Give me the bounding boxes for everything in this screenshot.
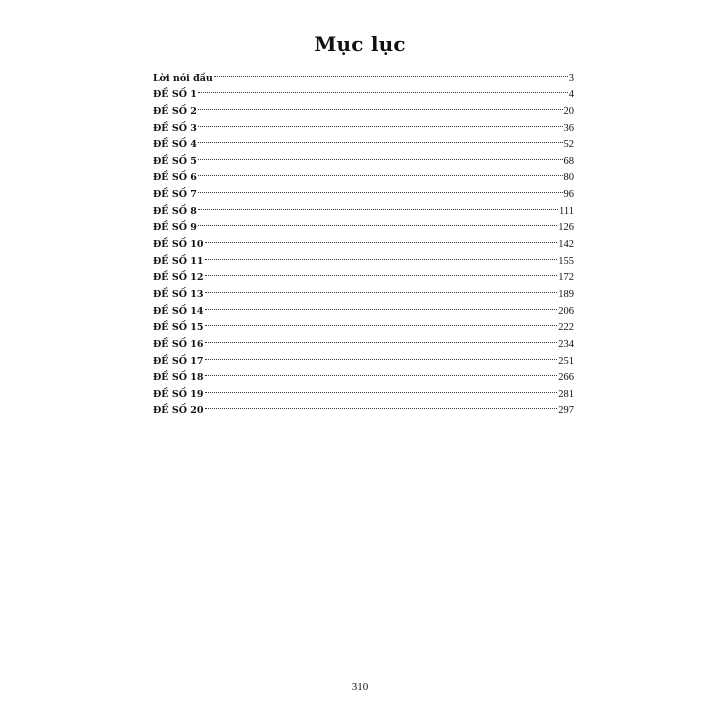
toc-entry[interactable] <box>153 180 574 201</box>
toc-entry-label: ĐỀ SỐ 19 <box>153 388 204 400</box>
toc-entry-label: ĐỀ SỐ 8 <box>153 205 197 217</box>
toc-entry[interactable] <box>153 380 574 400</box>
toc-dot-leader <box>198 81 568 98</box>
toc-entry-label: ĐỀ SỐ 1 <box>153 89 197 101</box>
toc-entry-page: 20 <box>563 105 574 117</box>
toc-entry-label: ĐỀ SỐ 17 <box>153 355 204 367</box>
toc-entry-page: 155 <box>558 255 574 267</box>
toc-dot-leader <box>198 214 557 231</box>
toc-entry-page: 36 <box>563 122 574 134</box>
toc-entry-page: 206 <box>558 305 574 317</box>
toc-dot-leader <box>198 114 563 131</box>
toc-dot-leader <box>198 131 563 148</box>
toc-entry-label: ĐỀ SỐ 15 <box>153 322 204 334</box>
toc-entry-page: 189 <box>558 288 574 300</box>
toc-dot-leader <box>198 197 558 214</box>
toc-entry-label: ĐỀ SỐ 7 <box>153 189 197 201</box>
toc-entry[interactable] <box>153 314 574 334</box>
toc-dot-leader <box>205 347 558 364</box>
toc-entry-page: 52 <box>563 139 574 151</box>
toc-entry-label: ĐỀ SỐ 14 <box>153 305 204 317</box>
toc-entry-page: 281 <box>558 388 574 400</box>
toc-entry-page: 222 <box>558 322 574 334</box>
toc-entry-page: 126 <box>558 222 574 234</box>
toc-entry[interactable] <box>153 280 574 300</box>
toc-entry-label: ĐỀ SỐ 10 <box>153 239 204 251</box>
toc-dot-leader <box>205 297 558 314</box>
toc-entry-label: ĐỀ SỐ 2 <box>153 105 197 117</box>
toc-dot-leader <box>205 380 558 397</box>
toc-dot-leader <box>214 64 568 81</box>
toc-entry[interactable] <box>153 364 574 384</box>
toc-entry[interactable] <box>153 297 574 317</box>
toc-entry-label: ĐỀ SỐ 6 <box>153 172 197 184</box>
toc-dot-leader <box>198 180 563 197</box>
toc-entry-label: ĐỀ SỐ 12 <box>153 272 204 284</box>
toc-entry-page: 4 <box>568 89 574 101</box>
toc-entry-label: ĐỀ SỐ 3 <box>153 122 197 134</box>
toc-entry[interactable] <box>153 97 574 117</box>
toc-entry-page: 68 <box>563 155 574 167</box>
toc-entry[interactable] <box>153 197 574 217</box>
toc-entry[interactable] <box>153 131 574 151</box>
toc-entry[interactable] <box>153 214 574 234</box>
table-of-contents <box>153 64 574 417</box>
toc-entry-page: 111 <box>559 205 574 217</box>
toc-entry[interactable] <box>153 164 574 184</box>
toc-entry[interactable] <box>153 264 574 284</box>
toc-dot-leader <box>205 364 558 381</box>
toc-entry-page: 251 <box>558 355 574 367</box>
toc-entry-page: 172 <box>558 272 574 284</box>
toc-entry[interactable] <box>153 397 574 417</box>
toc-entry-label: ĐỀ SỐ 9 <box>153 222 197 234</box>
toc-dot-leader <box>198 147 563 164</box>
toc-dot-leader <box>198 97 563 114</box>
toc-entry[interactable] <box>153 347 574 367</box>
toc-dot-leader <box>205 230 558 247</box>
toc-dot-leader <box>205 280 558 297</box>
toc-entry-label: ĐỀ SỐ 20 <box>153 405 204 417</box>
toc-entry-label: ĐỀ SỐ 13 <box>153 288 204 300</box>
toc-entry-label: ĐỀ SỐ 5 <box>153 155 197 167</box>
toc-entry[interactable] <box>153 147 574 167</box>
toc-dot-leader <box>198 164 563 181</box>
toc-entry-page: 3 <box>568 72 574 84</box>
toc-entry-label: Lời nói đầu <box>153 72 213 84</box>
toc-entry[interactable] <box>153 230 574 251</box>
toc-dot-leader <box>205 397 558 414</box>
toc-entry[interactable] <box>153 114 574 134</box>
toc-dot-leader <box>205 314 558 331</box>
toc-entry-label: ĐỀ SỐ 4 <box>153 139 197 151</box>
toc-entry-page: 266 <box>558 372 574 384</box>
toc-entry[interactable] <box>153 81 574 101</box>
toc-entry[interactable] <box>153 330 574 350</box>
toc-entry-page: 297 <box>558 405 574 417</box>
toc-dot-leader <box>205 247 558 264</box>
toc-entry-page: 80 <box>563 172 574 184</box>
toc-entry-page: 142 <box>558 239 574 251</box>
toc-dot-leader <box>205 264 558 281</box>
toc-entry-label: ĐỀ SỐ 16 <box>153 338 204 350</box>
toc-entry[interactable] <box>153 247 574 267</box>
toc-dot-leader <box>205 330 558 347</box>
toc-entry-page: 234 <box>558 338 574 350</box>
toc-entry-label: ĐỀ SỐ 18 <box>153 372 204 384</box>
toc-entry[interactable] <box>153 64 574 84</box>
toc-entry-page: 96 <box>563 189 574 201</box>
page-number: 310 <box>351 681 369 693</box>
page-title: Mục lục <box>314 32 406 56</box>
toc-entry-label: ĐỀ SỐ 11 <box>153 255 204 267</box>
